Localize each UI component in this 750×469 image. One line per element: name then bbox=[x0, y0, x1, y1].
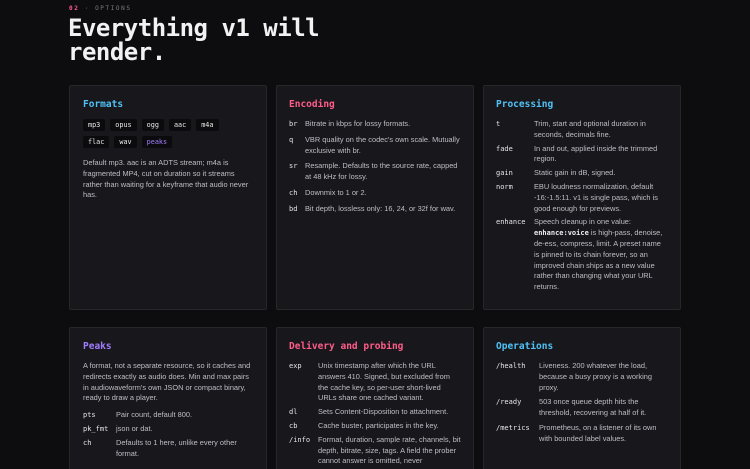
option-key: sr bbox=[289, 162, 298, 171]
option-desc: 503 once queue depth hits the threshold, recovering at half of it. bbox=[539, 397, 647, 418]
option-desc: Resample. Defaults to the source rate, capped at 48 kHz for lossy. bbox=[305, 161, 458, 182]
option-row bbox=[289, 435, 461, 467]
option-key: ch bbox=[83, 438, 92, 447]
format-chip: flac bbox=[83, 136, 109, 148]
option-desc: Unix timestamp after which the URL answers 410. Signed, but excluded from the cache key, so per-user short-lived URLs share one cached variant. bbox=[318, 361, 450, 403]
delivery-card bbox=[276, 327, 474, 469]
peaks-title: Peaks bbox=[83, 341, 112, 352]
option-key: t bbox=[496, 120, 501, 128]
page-title-line-1: Everything v1 will bbox=[68, 14, 320, 42]
option-key: ch bbox=[289, 188, 298, 197]
section-number: 02 bbox=[69, 5, 80, 12]
option-row bbox=[83, 438, 253, 460]
option-key: q bbox=[289, 135, 294, 144]
option-row bbox=[496, 397, 668, 419]
operations-card bbox=[483, 327, 681, 469]
option-key: fade bbox=[496, 144, 513, 153]
option-desc: Liveness. 200 whatever the load, because a busy proxy is a working proxy. bbox=[539, 361, 652, 392]
page-title bbox=[68, 16, 368, 64]
option-key: enhance bbox=[496, 218, 526, 227]
option-desc: Downmix to 1 or 2. bbox=[305, 187, 367, 197]
option-row bbox=[496, 144, 668, 166]
option-row bbox=[496, 361, 668, 393]
option-row bbox=[289, 204, 461, 215]
option-desc: Bit depth, lossless only: 16, 24, or 32f for wav. bbox=[305, 203, 456, 213]
format-chips bbox=[83, 119, 243, 148]
section-label: · OPTIONS bbox=[84, 5, 132, 12]
option-row bbox=[289, 119, 461, 130]
format-chip: opus bbox=[110, 119, 136, 131]
option-row bbox=[289, 361, 461, 404]
option-desc: Defaults to 1 here, unlike every other format. bbox=[116, 437, 237, 458]
option-desc: In and out, applied inside the trimmed region. bbox=[534, 143, 658, 164]
inline-code: enhance:voice bbox=[534, 229, 589, 238]
option-key: /ready bbox=[496, 398, 522, 407]
option-key: pts bbox=[83, 411, 96, 420]
formats-description: Default mp3. aac is an ADTS stream; m4a is fragmented MP4, cut on duration so it streams rather than waiting for a keyframe that audio never has. bbox=[83, 158, 249, 200]
option-key: gain bbox=[496, 169, 513, 178]
section-eyebrow bbox=[69, 5, 132, 12]
option-row bbox=[289, 135, 461, 157]
option-row bbox=[83, 410, 253, 421]
option-desc: Pair count, default 800. bbox=[116, 410, 193, 420]
option-desc: Sets Content-Disposition to attachment. bbox=[318, 407, 449, 417]
format-chip: m4a bbox=[196, 119, 218, 131]
format-chip: ogg bbox=[142, 119, 164, 131]
encoding-card bbox=[276, 85, 474, 310]
option-desc-post: is high-pass, denoise, de-ess, compress, limit. A preset name is pinned to its chain forever, so an improved chain ships as a new value rather than changing what your URL returns. bbox=[534, 228, 663, 292]
processing-title: Processing bbox=[496, 99, 554, 110]
option-row bbox=[496, 423, 668, 445]
format-chip: wav bbox=[114, 136, 136, 148]
option-desc: Cache buster, participates in the key. bbox=[318, 420, 439, 430]
formats-title: Formats bbox=[83, 99, 124, 110]
format-chip: aac bbox=[169, 119, 191, 131]
option-desc-pre: Speech cleanup in one value: bbox=[534, 217, 631, 227]
option-desc: Static gain in dB, signed. bbox=[534, 168, 616, 178]
option-key: norm bbox=[496, 182, 513, 191]
page-title-line-2: render. bbox=[68, 38, 166, 66]
option-row bbox=[289, 161, 461, 183]
option-desc: Prometheus, on a listener of its own with bounded label values. bbox=[539, 422, 657, 443]
option-desc bbox=[534, 217, 668, 293]
option-key: br bbox=[289, 120, 298, 128]
option-row bbox=[496, 168, 668, 179]
option-row bbox=[496, 182, 668, 214]
option-key: /health bbox=[496, 362, 526, 370]
processing-card bbox=[483, 85, 681, 310]
option-row bbox=[496, 119, 668, 141]
option-key: dl bbox=[289, 408, 298, 417]
option-key: bd bbox=[289, 204, 298, 213]
option-row bbox=[83, 424, 253, 435]
option-desc: json or dat. bbox=[116, 423, 153, 433]
option-desc: Bitrate in kbps for lossy formats. bbox=[305, 119, 411, 128]
format-chip-peaks: peaks bbox=[142, 136, 172, 148]
option-row bbox=[496, 217, 668, 293]
option-key: pk_fmt bbox=[83, 424, 109, 433]
operations-title: Operations bbox=[496, 341, 554, 352]
option-desc: VBR quality on the codec's own scale. Mutually exclusive with br. bbox=[305, 134, 460, 155]
option-key: cb bbox=[289, 421, 298, 430]
encoding-title: Encoding bbox=[289, 99, 335, 110]
option-row bbox=[289, 188, 461, 199]
peaks-description: A format, not a separate resource, so it caches and redirects exactly as audio does. Min and max pairs in audiowaveform's own JSON or compact binary, ready to draw a player. bbox=[83, 361, 251, 403]
option-desc: Format, duration, sample rate, channels, bit depth, bitrate, size, tags. A field the prober cannot answer is omitted, never bbox=[318, 434, 461, 466]
option-desc: EBU loudness normalization, default -16:-1.5:11. v1 is single pass, which is good enough for previews. bbox=[534, 181, 658, 213]
option-key: /info bbox=[289, 435, 311, 444]
option-desc: Trim, start and optional duration in seconds, decimals fine. bbox=[534, 119, 646, 139]
option-key: /metrics bbox=[496, 423, 530, 432]
delivery-title: Delivery and probing bbox=[289, 341, 404, 352]
option-key: exp bbox=[289, 362, 302, 370]
format-chip: mp3 bbox=[83, 119, 105, 131]
option-row bbox=[289, 407, 461, 418]
option-row bbox=[289, 421, 461, 432]
formats-card bbox=[69, 85, 267, 310]
peaks-card bbox=[69, 327, 267, 469]
